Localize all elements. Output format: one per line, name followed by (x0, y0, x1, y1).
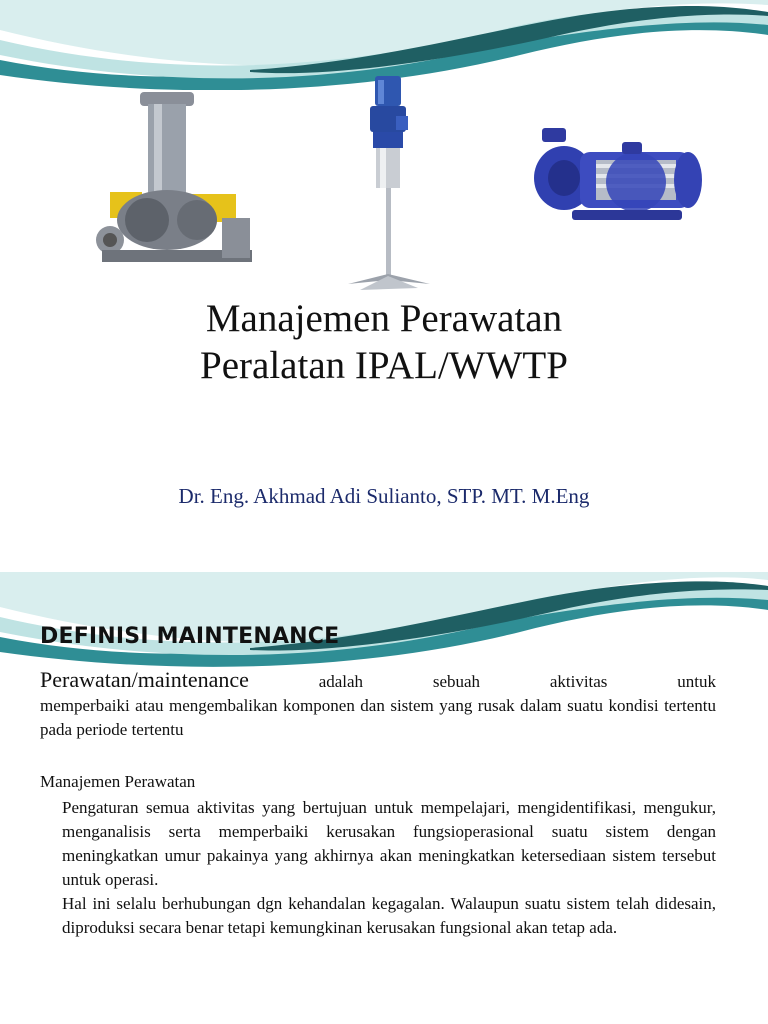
centrifugal-pump-image (532, 126, 712, 236)
presentation-title (0, 296, 768, 390)
definition-term: Perawatan/maintenance (40, 667, 249, 692)
blower-pump-image (92, 90, 257, 275)
definition-word: sebuah (432, 672, 481, 691)
author-name: Dr. Eng. Akhmad Adi Sulianto, STP. MT. M.Eng (178, 484, 590, 508)
definition-word: untuk (677, 672, 716, 691)
decorative-wave-header (0, 572, 768, 667)
management-paragraph-1: Pengaturan semua aktivitas yang bertujuan untuk mempelajari, mengidentifikasi, mengukur, menganalisis serta memperbaiki kerusakan fungsioperasional suatu sistem dengan meningkatkan umur pakainya yang akhirnya akan meningkatkan ketersediaan sistem tersebut untuk operasi. (62, 798, 716, 889)
definition-first-line (40, 668, 716, 694)
definition-word: adalah (318, 672, 364, 691)
definition-paragraph (40, 668, 716, 742)
management-paragraph-2: Hal ini selalu berhubungan dgn kehandalan kegagalan. Walaupun suatu sistem telah didesain, diproduksi secara benar tetapi kemungkinan kerusakan fungsional akan tetap ada. (62, 894, 716, 937)
definition-slide (0, 572, 768, 1024)
definition-word: aktivitas (549, 672, 608, 691)
mixer-agitator-image (340, 74, 440, 296)
title-line-2: Peralatan IPAL/WWTP (200, 343, 568, 387)
definition-rest: memperbaiki atau mengembalikan komponen dan sistem yang rusak dalam suatu kondisi tertentu pada periode tertentu (40, 696, 716, 739)
sub-heading: Manajemen Perawatan (40, 772, 196, 791)
management-paragraphs (62, 796, 716, 940)
equipment-images (0, 70, 768, 300)
section-heading: DEFINISI MAINTENANCE (40, 624, 340, 649)
title-line-1: Manajemen Perawatan (205, 297, 563, 340)
